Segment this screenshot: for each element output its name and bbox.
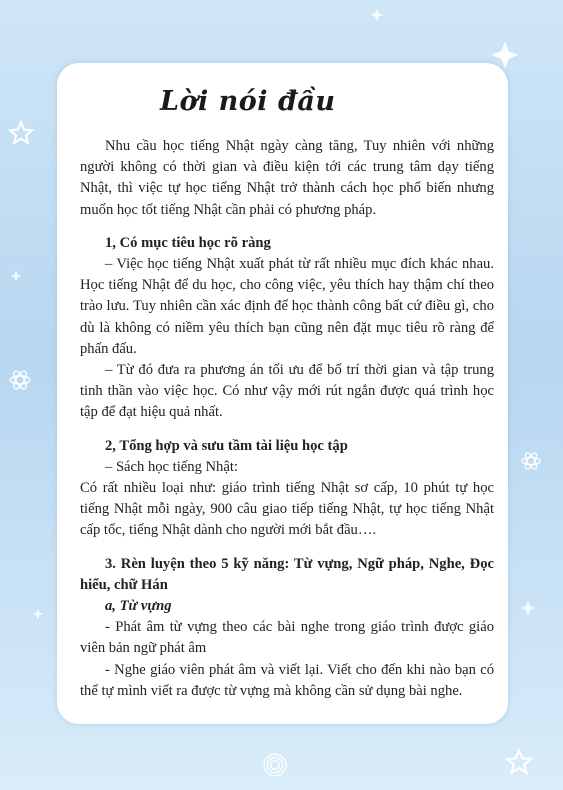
section-3-heading: 3. Rèn luyện theo 5 kỹ năng: Từ vựng, Ngữ pháp, Nghe, Đọc hiểu, chữ Hán: [80, 555, 494, 593]
article-body: [80, 136, 494, 702]
swirl-icon: [262, 752, 288, 778]
page-title: Lời nói đầu: [160, 86, 336, 117]
section-3-paragraph: - Nghe giáo viên phát âm và viết lại. Viết cho đến khi nào bạn có thể tự mình viết ra được từ vựng mà không cần sử dụng bài nghe.: [80, 661, 494, 699]
star-icon: [10, 270, 22, 282]
section-2-paragraph: Có rất nhiều loại như: giáo trình tiếng Nhật sơ cấp, 10 phút tự học tiếng Nhật mỗi ngày, 900 câu giao tiếp tiếng Nhật, tự học tiếng Nhật cấp tốc, tiếng Nhật dành cho người mới bắt đầu….: [80, 480, 494, 539]
section-3-paragraph: - Phát âm từ vựng theo các bài nghe trong giáo trình được giáo viên bản ngữ phát âm: [80, 619, 494, 657]
atom-icon: [8, 368, 32, 392]
atom-icon: [520, 450, 542, 472]
section-1-paragraph: – Từ đó đưa ra phương án tối ưu để bố trí thời gian và tập trung tinh thần vào việc học. Có như vậy mới rút ngắn được quá trình học tập để đạt hiệu quả nhất.: [80, 362, 494, 421]
section-2-paragraph: – Sách học tiếng Nhật:: [105, 458, 238, 475]
star-icon: [505, 748, 533, 776]
star-icon: [8, 120, 34, 146]
section-1-paragraph: – Việc học tiếng Nhật xuất phát từ rất nhiều mục đích khác nhau. Học tiếng Nhật để du học, cho công việc, yêu thích hay thậm chí theo trào lưu. Tuy nhiên cần xác định để học thành công bất cứ điều gì, cho dù là không có niềm yêu thích bạn cũng nên đặt mục tiêu rõ ràng để phấn đấu.: [80, 256, 494, 357]
section-1-heading: 1, Có mục tiêu học rõ ràng: [105, 234, 271, 251]
star-icon: [32, 608, 44, 620]
star-icon: [520, 600, 536, 616]
content-card: [57, 63, 508, 724]
star-icon: [370, 8, 384, 22]
section-2-heading: 2, Tổng hợp và sưu tầm tài liệu học tập: [105, 437, 348, 454]
intro-paragraph: Nhu cầu học tiếng Nhật ngày càng tăng, Tuy nhiên với những người không có thời gian và điều kiện tới các trung tâm dạy tiếng Nhật, thì việc tự học tiếng Nhật trở thành cách học phổ biến nhưng muốn học tốt tiếng Nhật cần phải có phương pháp.: [80, 138, 494, 218]
section-3-subheading: a, Từ vựng: [105, 598, 172, 615]
